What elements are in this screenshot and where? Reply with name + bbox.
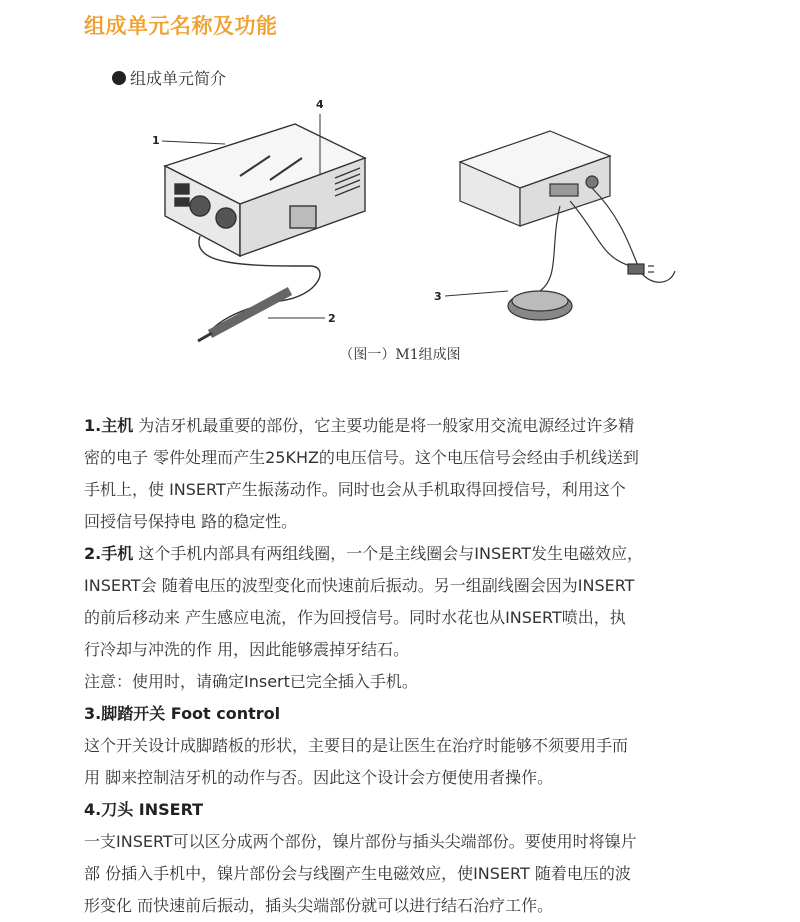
label-3: 3 bbox=[434, 290, 442, 303]
text-line: 用 脚来控制洁牙机的动作与否。因此这个设计会方便使用者操作。 bbox=[84, 768, 554, 787]
text-line: 这个开关设计成脚踏板的形状，主要目的是让医生在治疗时能够不须要用手而 bbox=[84, 736, 629, 755]
section-3-heading: 3.脚踏开关 Foot control bbox=[84, 704, 281, 723]
device-diagram bbox=[130, 96, 690, 366]
text-line: INSERT会 随着电压的波型变化而快速前后振动。另一组副线圈会因为INSERT bbox=[84, 576, 635, 595]
label-1: 1 bbox=[152, 134, 160, 147]
section-subtitle bbox=[112, 66, 226, 89]
text-line: 行冷却与冲洗的作 用，因此能够震掉牙结石。 bbox=[84, 640, 410, 659]
text-line: 手机上，使 INSERT产生振荡动作。同时也会从手机取得回授信号，利用这个 bbox=[84, 480, 626, 499]
main-unit-drawing bbox=[165, 124, 365, 341]
text-line: 的前后移动来 产生感应电流，作为回授信号。同时水花也从INSERT喷出，执 bbox=[84, 608, 626, 627]
paragraph-line bbox=[84, 410, 724, 442]
section-4-heading: 4.刀头 INSERT bbox=[84, 800, 204, 819]
text-line: 密的电子 零件处理而产生25KHZ的电压信号。这个电压信号会经由手机线送到 bbox=[84, 448, 639, 467]
page-title: 组成单元名称及功能 bbox=[84, 14, 278, 38]
label-4: 4 bbox=[316, 98, 324, 111]
text-line: 这个手机内部具有两组线圈，一个是主线圈会与INSERT发生电磁效应， bbox=[133, 544, 643, 563]
text-line: 形变化 而快速前后振动，插头尖端部份就可以进行结石治疗工作。 bbox=[84, 896, 554, 915]
section-2-heading: 2.手机 bbox=[84, 544, 134, 563]
figure-caption: （图一）M1组成图 bbox=[339, 347, 461, 363]
label-2: 2 bbox=[328, 312, 336, 325]
bullet-icon bbox=[112, 71, 126, 85]
section-1-heading: 1.主机 bbox=[84, 416, 134, 435]
text-line: 部 份插入手机中，镍片部份会与线圈产生电磁效应，使INSERT 随着电压的波 bbox=[84, 864, 631, 883]
paragraph-line bbox=[84, 538, 724, 570]
foot-switch-drawing bbox=[460, 131, 675, 320]
description-content bbox=[84, 410, 724, 922]
subtitle-text: 组成单元简介 bbox=[130, 69, 227, 88]
text-line: 为洁牙机最重要的部份，它主要功能是将一般家用交流电源经过许多精 bbox=[133, 416, 635, 435]
text-line: 回授信号保持电 路的稳定性。 bbox=[84, 512, 298, 531]
text-line: 一支INSERT可以区分成两个部份，镍片部份与插头尖端部份。要使用时将镍片 bbox=[84, 832, 637, 851]
note-line: 注意：使用时，请确定Insert已完全插入手机。 bbox=[84, 672, 418, 691]
